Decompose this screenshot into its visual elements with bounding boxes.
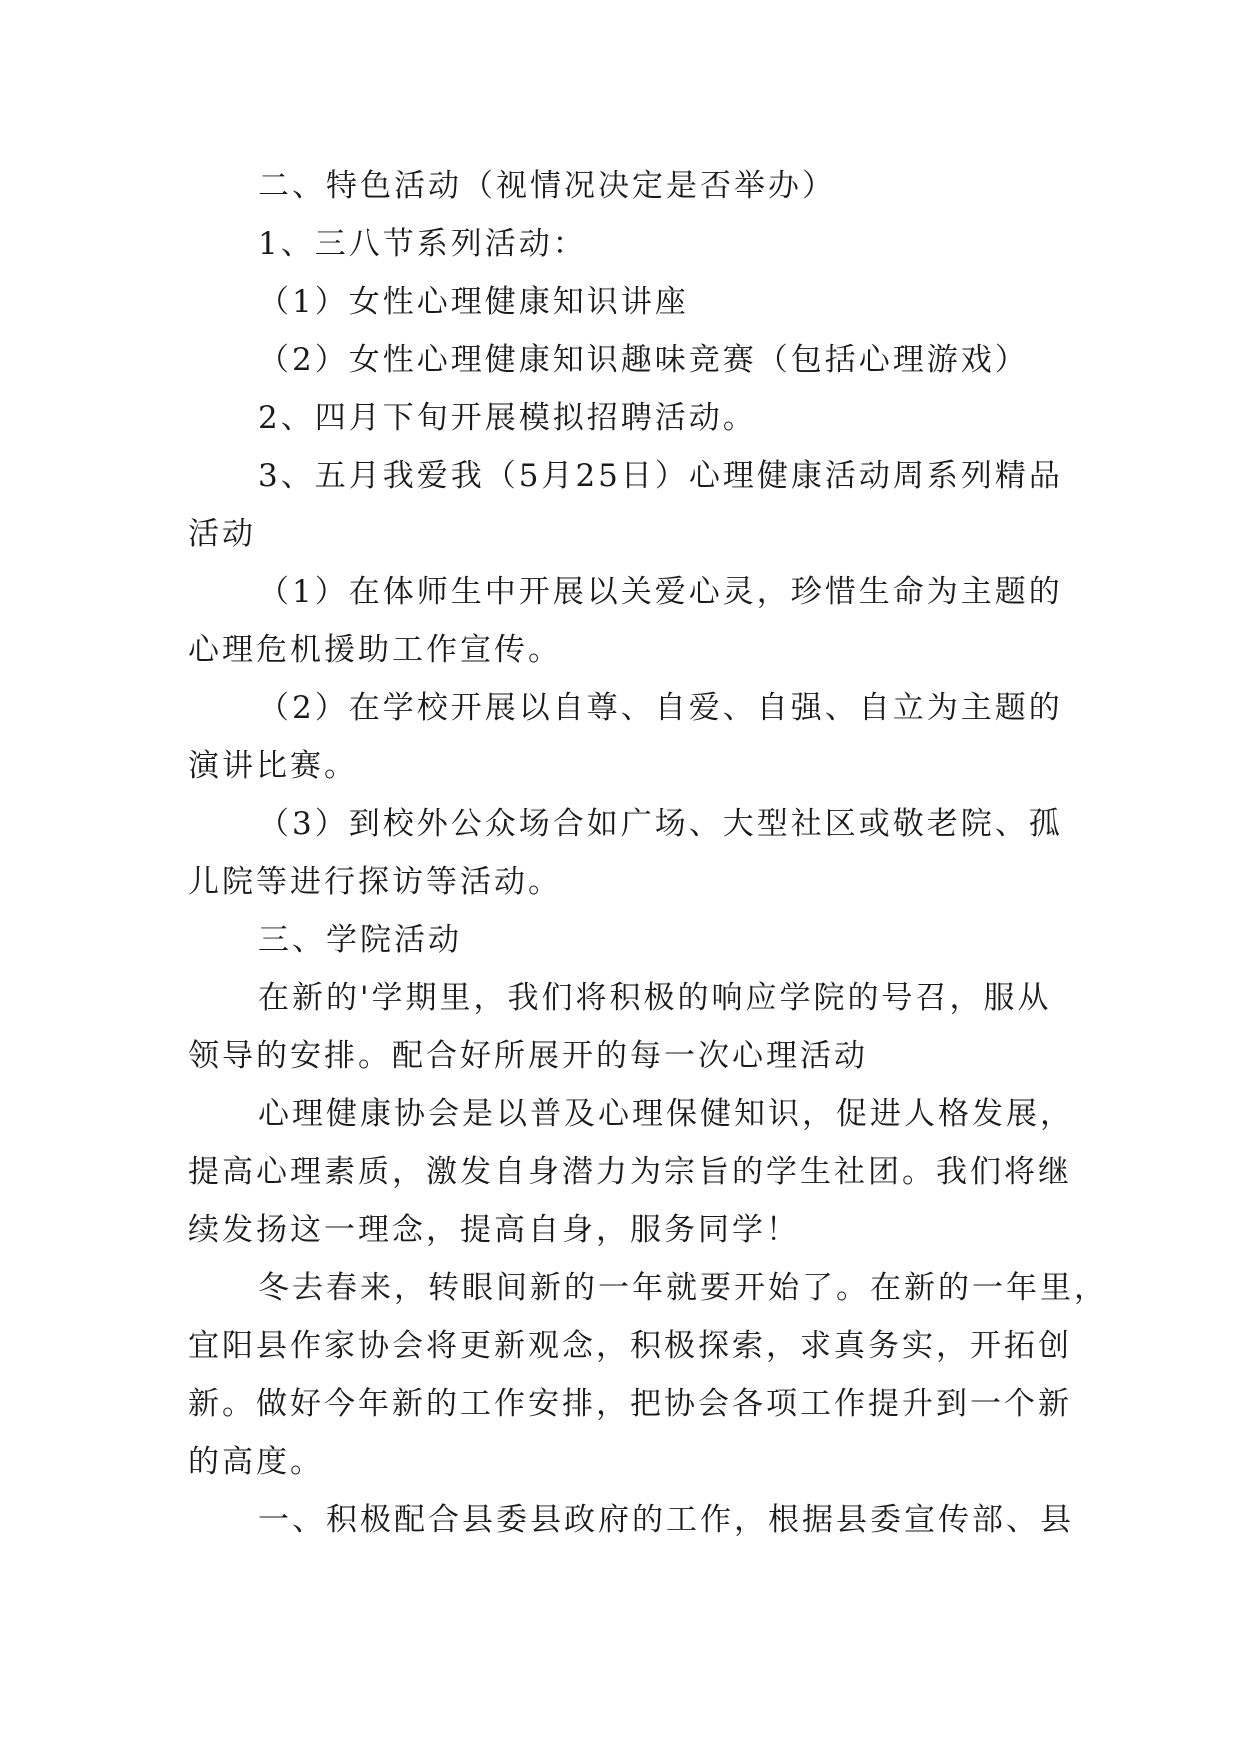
sub-item-3-2-cont: 演讲比赛。 — [188, 748, 358, 784]
section-heading-3: 三、学院活动 — [258, 922, 462, 958]
sub-item-1-2: （2）女性心理健康知识趣味竞赛（包括心理游戏） — [258, 342, 1029, 378]
paragraph-new-year-cont-3: 的高度。 — [188, 1444, 324, 1480]
section-heading-1: 一、积极配合县委县政府的工作，根据县委宣传部、县 — [258, 1502, 1074, 1538]
paragraph-association-cont-2: 续发扬这一理念，提高自身，服务同学！ — [188, 1212, 800, 1248]
paragraph-new-year: 冬去春来，转眼间新的一年就要开始了。在新的一年里， — [258, 1270, 1108, 1306]
paragraph-college-cont: 领导的安排。配合好所展开的每一次心理活动 — [188, 1038, 868, 1074]
sub-item-3-1: （1）在体师生中开展以关爱心灵，珍惜生命为主题的 — [258, 574, 1063, 610]
sub-item-3-1-cont: 心理危机援助工作宣传。 — [188, 632, 562, 668]
list-item-1: 1、三八节系列活动： — [258, 226, 587, 262]
sub-item-1-1: （1）女性心理健康知识讲座 — [258, 284, 689, 320]
section-heading-2: 二、特色活动（视情况决定是否举办） — [258, 168, 836, 204]
paragraph-association: 心理健康协会是以普及心理保健知识，促进人格发展， — [258, 1096, 1074, 1132]
list-item-3-cont: 活动 — [188, 516, 256, 552]
paragraph-college: 在新的'学期里，我们将积极的响应学院的号召，服从 — [258, 980, 1052, 1016]
list-item-2: 2、四月下旬开展模拟招聘活动。 — [258, 400, 757, 436]
paragraph-new-year-cont-1: 宜阳县作家协会将更新观念，积极探索，求真务实，开拓创 — [188, 1328, 1072, 1364]
sub-item-3-2: （2）在学校开展以自尊、自爱、自强、自立为主题的 — [258, 690, 1063, 726]
paragraph-new-year-cont-2: 新。做好今年新的工作安排，把协会各项工作提升到一个新 — [188, 1386, 1072, 1422]
paragraph-association-cont-1: 提高心理素质，激发自身潜力为宗旨的学生社团。我们将继 — [188, 1154, 1072, 1190]
list-item-3: 3、五月我爱我（5月25日）心理健康活动周系列精品 — [258, 458, 1063, 494]
sub-item-3-3-cont: 儿院等进行探访等活动。 — [188, 864, 562, 900]
sub-item-3-3: （3）到校外公众场合如广场、大型社区或敬老院、孤 — [258, 806, 1063, 842]
